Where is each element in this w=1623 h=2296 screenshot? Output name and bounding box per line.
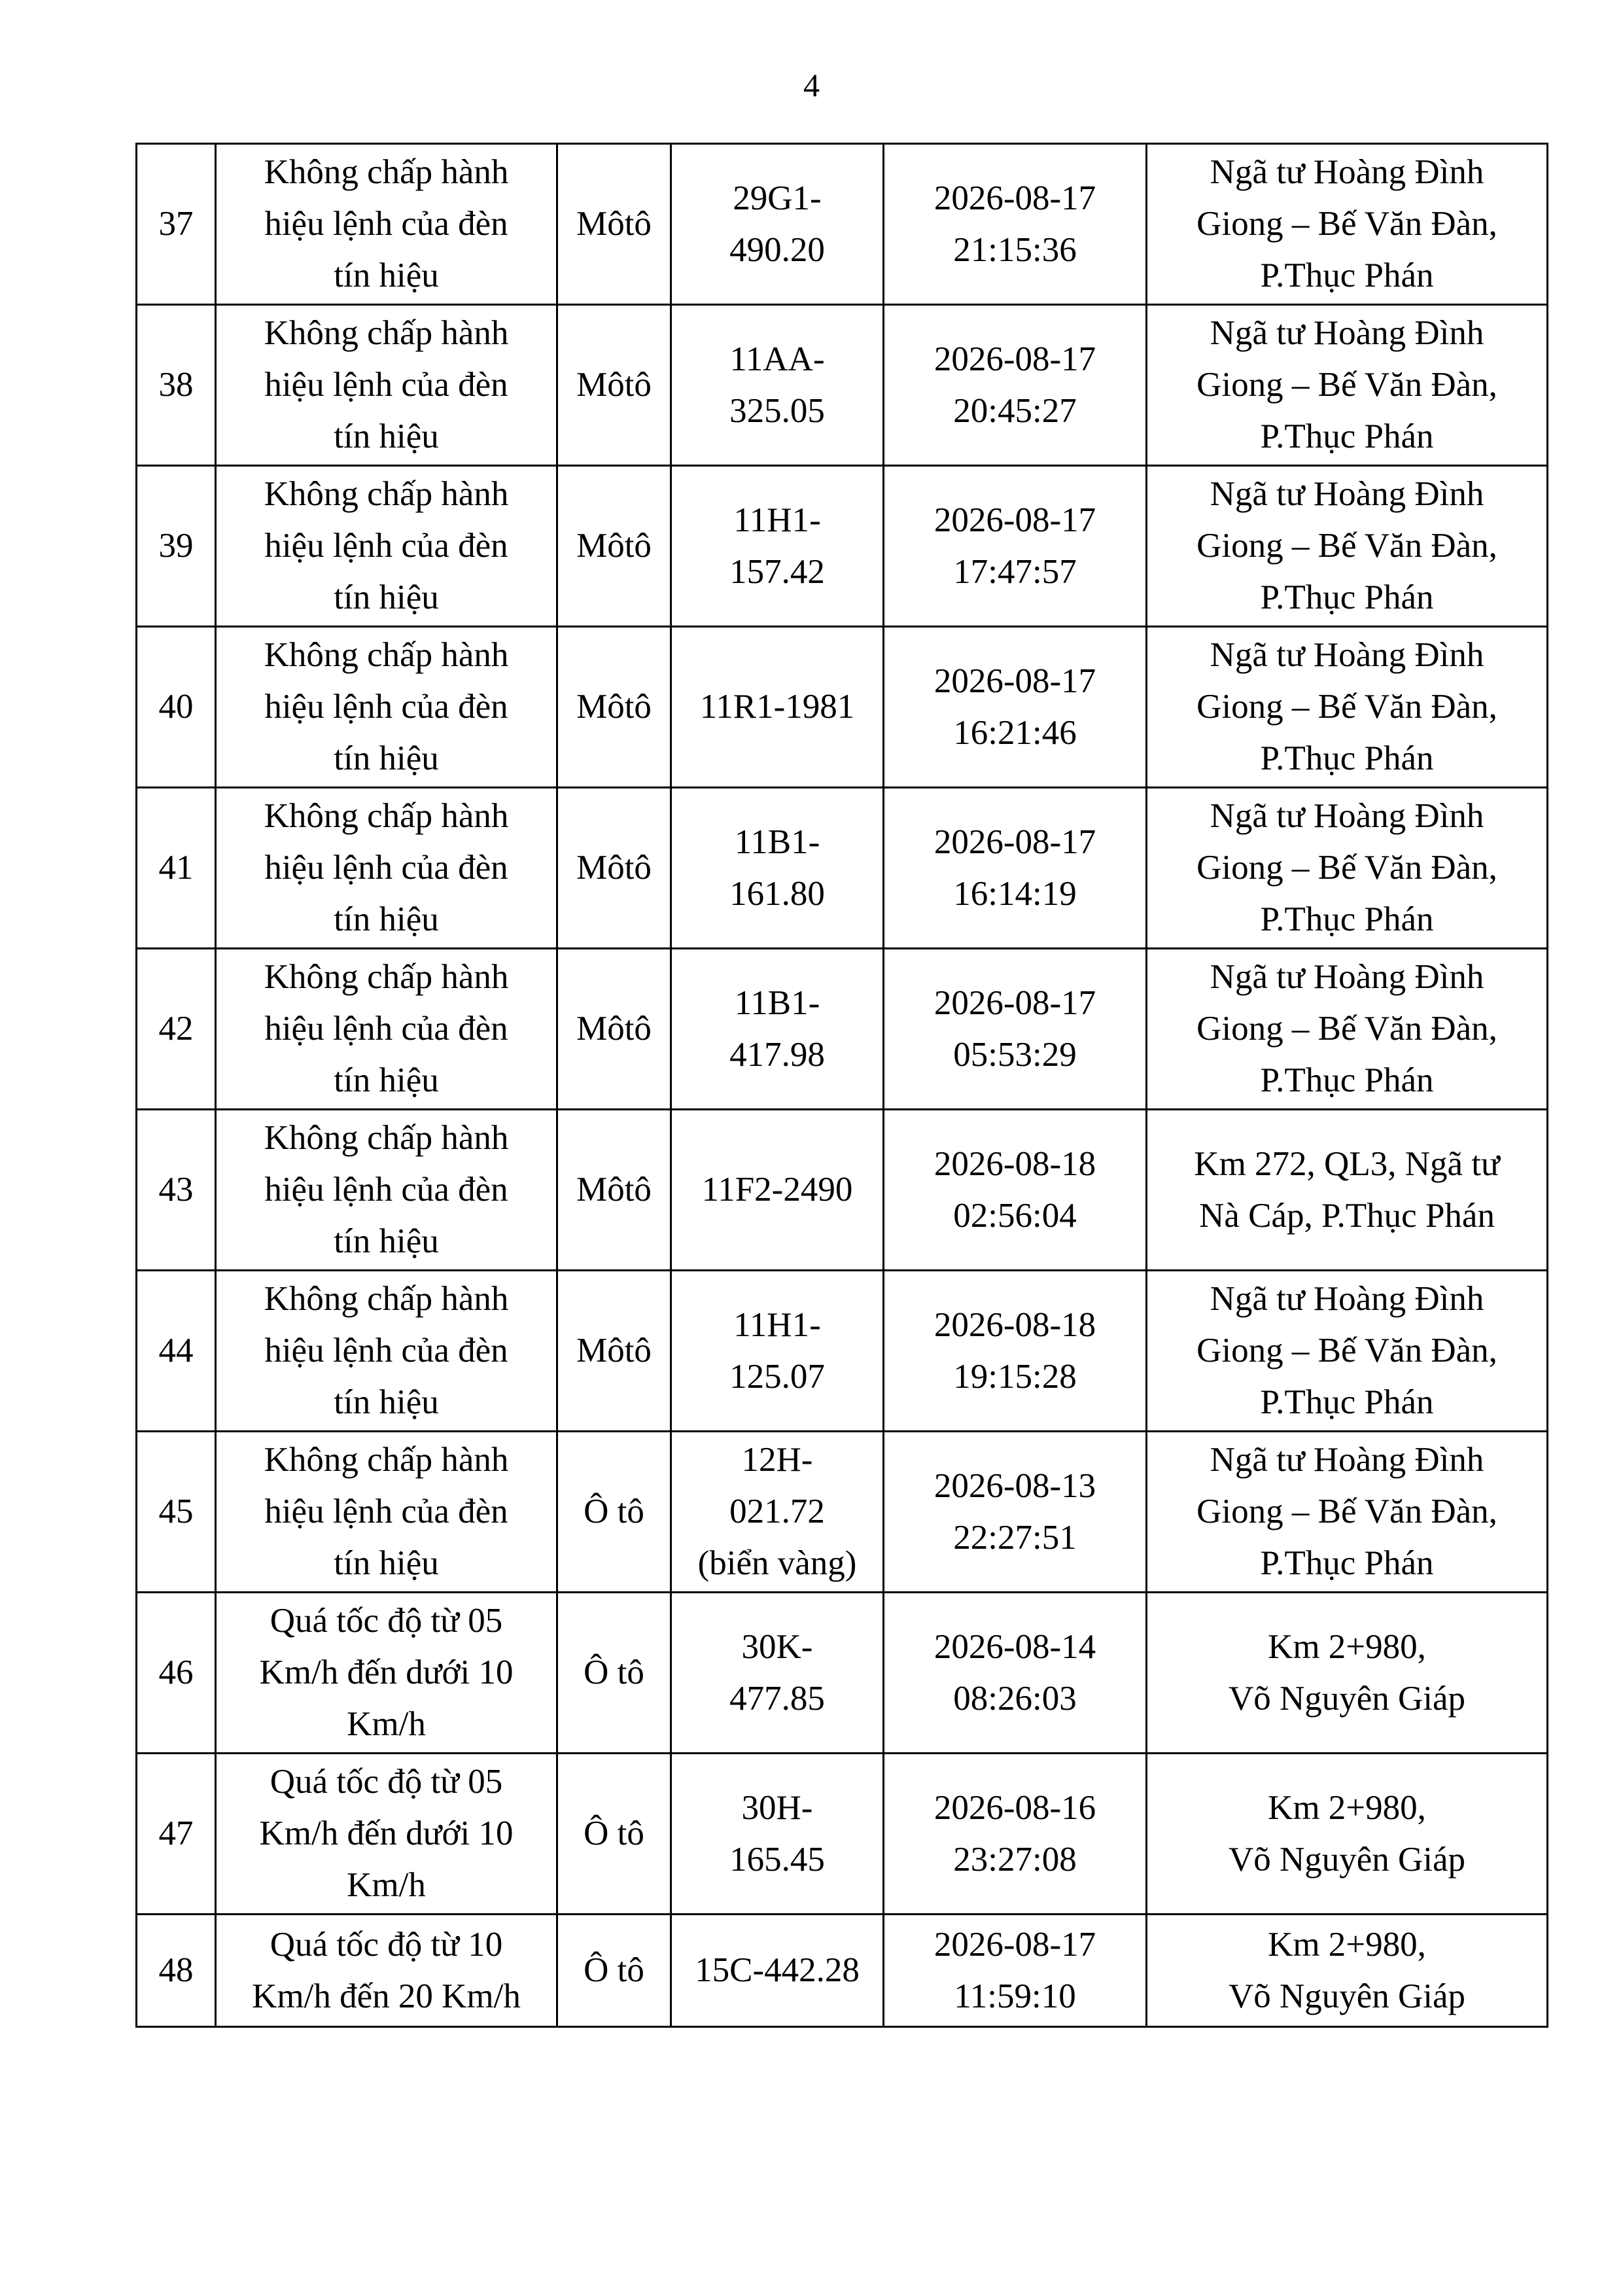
stt-text: 44 <box>158 1332 194 1369</box>
violation-text: Quá tốc độ từ 10 Km/h đến 20 Km/h <box>252 1925 521 2015</box>
stt-text: 42 <box>158 1010 194 1048</box>
time-text: 2026-08-17 16:21:46 <box>934 662 1096 752</box>
cell-time <box>884 1432 1147 1593</box>
cell-violation <box>216 949 557 1110</box>
location-text: Km 272, QL3, Ngã tư Nà Cáp, P.Thục Phán <box>1194 1144 1500 1235</box>
location-text: Ngã tư Hoàng Đình Giong – Bế Văn Đàn, P.Thục Phán <box>1196 958 1497 1099</box>
cell-time <box>884 1754 1147 1915</box>
cell-location <box>1147 1110 1548 1271</box>
stt-text: 41 <box>158 849 194 887</box>
cell-stt <box>137 949 216 1110</box>
stt-text: 38 <box>158 366 194 404</box>
vehicle-text: Môtô <box>576 1010 652 1048</box>
cell-stt <box>137 1915 216 2027</box>
table-row <box>137 1110 1548 1271</box>
cell-plate <box>671 1915 884 2027</box>
cell-vehicle <box>557 1915 671 2027</box>
stt-text: 39 <box>158 527 194 565</box>
cell-violation <box>216 305 557 466</box>
time-text: 2026-08-14 08:26:03 <box>934 1627 1096 1718</box>
cell-location <box>1147 627 1548 788</box>
cell-time <box>884 1915 1147 2027</box>
cell-location <box>1147 466 1548 627</box>
cell-time <box>884 1593 1147 1754</box>
vehicle-text: Ô tô <box>584 1814 644 1852</box>
vehicle-text: Môtô <box>576 366 652 404</box>
cell-stt <box>137 466 216 627</box>
cell-vehicle <box>557 1754 671 1915</box>
vehicle-text: Ô tô <box>584 1653 644 1691</box>
cell-location <box>1147 1915 1548 2027</box>
cell-plate <box>671 627 884 788</box>
cell-vehicle <box>557 1593 671 1754</box>
table-row <box>137 949 1548 1110</box>
cell-location <box>1147 1754 1548 1915</box>
violation-text: Không chấp hành hiệu lệnh của đèn tín hiệu <box>264 314 509 455</box>
vehicle-text: Ô tô <box>584 1492 644 1530</box>
time-text: 2026-08-17 17:47:57 <box>934 501 1096 591</box>
cell-time <box>884 1110 1147 1271</box>
violations-table-body <box>137 144 1548 2027</box>
cell-plate <box>671 949 884 1110</box>
time-text: 2026-08-17 21:15:36 <box>934 179 1096 269</box>
cell-location <box>1147 788 1548 949</box>
cell-vehicle <box>557 1110 671 1271</box>
vehicle-text: Môtô <box>576 849 652 887</box>
cell-violation <box>216 627 557 788</box>
cell-plate <box>671 1593 884 1754</box>
cell-location <box>1147 1271 1548 1432</box>
cell-violation <box>216 1271 557 1432</box>
plate-text: 11F2-2490 <box>701 1171 853 1209</box>
plate-text: 30K- 477.85 <box>729 1627 825 1718</box>
table-row <box>137 466 1548 627</box>
table-row <box>137 1915 1548 2027</box>
cell-location <box>1147 949 1548 1110</box>
vehicle-text: Ô tô <box>584 1951 644 1989</box>
cell-violation <box>216 1110 557 1271</box>
location-text: Ngã tư Hoàng Đình Giong – Bế Văn Đàn, P.Thục Phán <box>1196 153 1497 294</box>
cell-time <box>884 949 1147 1110</box>
stt-text: 45 <box>158 1492 194 1530</box>
violation-text: Không chấp hành hiệu lệnh của đèn tín hiệu <box>264 1280 509 1421</box>
table-row <box>137 627 1548 788</box>
cell-location <box>1147 1432 1548 1593</box>
cell-violation <box>216 1754 557 1915</box>
location-text: Km 2+980, Võ Nguyên Giáp <box>1228 1925 1466 2015</box>
violation-text: Không chấp hành hiệu lệnh của đèn tín hiệu <box>264 958 509 1099</box>
violation-text: Không chấp hành hiệu lệnh của đèn tín hiệu <box>264 153 509 294</box>
cell-vehicle <box>557 1271 671 1432</box>
cell-violation <box>216 1593 557 1754</box>
cell-vehicle <box>557 466 671 627</box>
cell-stt <box>137 144 216 305</box>
cell-plate <box>671 1110 884 1271</box>
cell-stt <box>137 1271 216 1432</box>
cell-violation <box>216 788 557 949</box>
time-text: 2026-08-17 11:59:10 <box>934 1925 1096 2015</box>
table-row <box>137 1593 1548 1754</box>
time-text: 2026-08-16 23:27:08 <box>934 1788 1096 1879</box>
cell-stt <box>137 1432 216 1593</box>
table-row <box>137 305 1548 466</box>
stt-text: 40 <box>158 688 194 726</box>
cell-plate <box>671 144 884 305</box>
plate-text: 15C-442.28 <box>695 1951 860 1989</box>
stt-text: 46 <box>158 1653 194 1691</box>
cell-violation <box>216 1915 557 2027</box>
vehicle-text: Môtô <box>576 688 652 726</box>
violation-text: Không chấp hành hiệu lệnh của đèn tín hiệu <box>264 1119 509 1260</box>
cell-plate <box>671 466 884 627</box>
violation-text: Quá tốc độ từ 05 Km/h đến dưới 10 Km/h <box>259 1763 514 1904</box>
cell-plate <box>671 1754 884 1915</box>
plate-text: 11AA- 325.05 <box>729 340 825 430</box>
table-row <box>137 1432 1548 1593</box>
table-row <box>137 1754 1548 1915</box>
cell-plate <box>671 305 884 466</box>
plate-text: 11H1- 157.42 <box>729 501 825 591</box>
violation-text: Quá tốc độ từ 05 Km/h đến dưới 10 Km/h <box>259 1602 514 1743</box>
cell-location <box>1147 144 1548 305</box>
plate-text: 12H- 021.72 (biển vàng) <box>697 1441 857 1582</box>
cell-time <box>884 144 1147 305</box>
cell-stt <box>137 1754 216 1915</box>
cell-vehicle <box>557 949 671 1110</box>
violation-text: Không chấp hành hiệu lệnh của đèn tín hiệu <box>264 797 509 938</box>
violation-text: Không chấp hành hiệu lệnh của đèn tín hiệu <box>264 475 509 616</box>
plate-text: 11R1-1981 <box>699 688 855 726</box>
vehicle-text: Môtô <box>576 205 652 243</box>
location-text: Ngã tư Hoàng Đình Giong – Bế Văn Đàn, P.Thục Phán <box>1196 1441 1497 1582</box>
cell-time <box>884 305 1147 466</box>
vehicle-text: Môtô <box>576 527 652 565</box>
location-text: Ngã tư Hoàng Đình Giong – Bế Văn Đàn, P.Thục Phán <box>1196 797 1497 938</box>
plate-text: 11B1- 417.98 <box>729 983 825 1074</box>
violation-text: Không chấp hành hiệu lệnh của đèn tín hiệu <box>264 636 509 777</box>
location-text: Ngã tư Hoàng Đình Giong – Bế Văn Đàn, P.Thục Phán <box>1196 314 1497 455</box>
plate-text: 29G1- 490.20 <box>729 179 825 269</box>
cell-violation <box>216 466 557 627</box>
plate-text: 11B1- 161.80 <box>729 822 825 913</box>
location-text: Ngã tư Hoàng Đình Giong – Bế Văn Đàn, P.Thục Phán <box>1196 1280 1497 1421</box>
violation-text: Không chấp hành hiệu lệnh của đèn tín hiệu <box>264 1441 509 1582</box>
cell-vehicle <box>557 305 671 466</box>
cell-plate <box>671 1432 884 1593</box>
violations-table <box>135 143 1548 2028</box>
cell-stt <box>137 627 216 788</box>
vehicle-text: Môtô <box>576 1332 652 1369</box>
time-text: 2026-08-17 05:53:29 <box>934 983 1096 1074</box>
table-row <box>137 1271 1548 1432</box>
cell-violation <box>216 144 557 305</box>
cell-plate <box>671 788 884 949</box>
cell-stt <box>137 305 216 466</box>
time-text: 2026-08-18 02:56:04 <box>934 1144 1096 1235</box>
page-number: 4 <box>803 67 820 103</box>
cell-stt <box>137 1593 216 1754</box>
time-text: 2026-08-18 19:15:28 <box>934 1305 1096 1396</box>
table-row <box>137 144 1548 305</box>
table-row <box>137 788 1548 949</box>
cell-stt <box>137 1110 216 1271</box>
stt-text: 37 <box>158 205 194 243</box>
cell-vehicle <box>557 788 671 949</box>
plate-text: 11H1- 125.07 <box>729 1305 825 1396</box>
time-text: 2026-08-13 22:27:51 <box>934 1466 1096 1557</box>
vehicle-text: Môtô <box>576 1171 652 1209</box>
cell-time <box>884 1271 1147 1432</box>
cell-plate <box>671 1271 884 1432</box>
location-text: Km 2+980, Võ Nguyên Giáp <box>1228 1788 1466 1879</box>
cell-location <box>1147 1593 1548 1754</box>
cell-location <box>1147 305 1548 466</box>
cell-time <box>884 627 1147 788</box>
stt-text: 47 <box>158 1814 194 1852</box>
time-text: 2026-08-17 20:45:27 <box>934 340 1096 430</box>
cell-time <box>884 788 1147 949</box>
time-text: 2026-08-17 16:14:19 <box>934 822 1096 913</box>
location-text: Ngã tư Hoàng Đình Giong – Bế Văn Đàn, P.Thục Phán <box>1196 475 1497 616</box>
plate-text: 30H- 165.45 <box>729 1788 825 1879</box>
cell-vehicle <box>557 144 671 305</box>
cell-time <box>884 466 1147 627</box>
cell-vehicle <box>557 627 671 788</box>
stt-text: 43 <box>158 1171 194 1209</box>
location-text: Km 2+980, Võ Nguyên Giáp <box>1228 1627 1466 1718</box>
location-text: Ngã tư Hoàng Đình Giong – Bế Văn Đàn, P.Thục Phán <box>1196 636 1497 777</box>
stt-text: 48 <box>158 1951 194 1989</box>
cell-violation <box>216 1432 557 1593</box>
cell-vehicle <box>557 1432 671 1593</box>
cell-stt <box>137 788 216 949</box>
